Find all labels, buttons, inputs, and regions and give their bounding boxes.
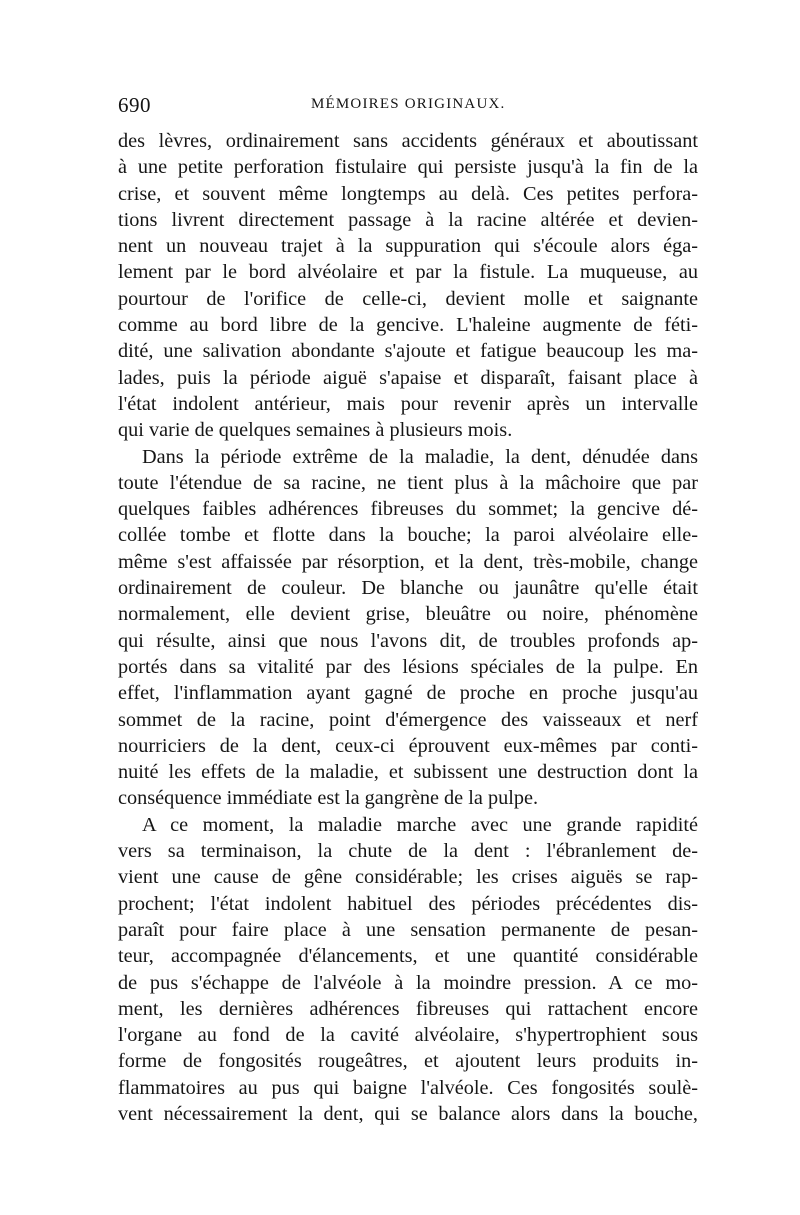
text-line: forme de fongosités rougeâtres, et ajoutent leurs produits in- (118, 1050, 698, 1073)
text-line: portés dans sa vitalité par des lésions spéciales de la pulpe. En (118, 655, 698, 678)
text-line: Dans la période extrême de la maladie, la dent, dénudée dans (142, 445, 698, 468)
text-line: effet, l'inflammation ayant gagné de proche en proche jusqu'au (118, 682, 698, 705)
page-number: 690 (118, 93, 151, 117)
text-line: qui varie de quelques semaines à plusieurs mois. (118, 419, 513, 442)
text-line: toute l'étendue de sa racine, ne tient plus à la mâchoire que par (118, 471, 698, 494)
text-line: A ce moment, la maladie marche avec une grande rapidité (142, 813, 698, 836)
text-line: collée tombe et flotte dans la bouche; la paroi alvéolaire elle- (118, 524, 698, 547)
body-text (118, 128, 698, 1127)
page-header (118, 93, 698, 123)
text-line: vers sa terminaison, la chute de la dent : l'ébranlement de- (118, 840, 698, 863)
text-line: lement par le bord alvéolaire et par la fistule. La muqueuse, au (118, 261, 698, 284)
text-line: ment, les dernières adhérences fibreuses qui rattachent encore (118, 997, 698, 1020)
text-line: paraît pour faire place à une sensation permanente de pesan- (118, 918, 698, 941)
text-line: ordinairement de couleur. De blanche ou jaunâtre qu'elle était (118, 577, 698, 600)
text-line: lades, puis la période aiguë s'apaise et disparaît, faisant place à (118, 366, 698, 389)
text-line: nourriciers de la dent, ceux-ci éprouvent eux-mêmes par conti- (118, 734, 698, 757)
text-line: pourtour de l'orifice de celle-ci, devient molle et saignante (118, 287, 698, 310)
text-line: quelques faibles adhérences fibreuses du sommet; la gencive dé- (118, 498, 698, 521)
text-line: conséquence immédiate est la gangrène de la pulpe. (118, 787, 539, 810)
text-line: teur, accompagnée d'élancements, et une quantité considérable (118, 945, 698, 968)
text-line: nent un nouveau trajet à la suppuration qui s'écoule alors éga- (118, 235, 698, 258)
text-line: à une petite perforation fistulaire qui persiste jusqu'à la fin de la (118, 156, 698, 179)
text-line: qui résulte, ainsi que nous l'avons dit, de troubles profonds ap- (118, 629, 698, 652)
text-line: flammatoires au pus qui baigne l'alvéole. Ces fongosités soulè- (118, 1076, 698, 1099)
text-line: nuité les effets de la maladie, et subissent une destruction dont la (118, 761, 698, 784)
text-line: prochent; l'état indolent habituel des périodes précédentes dis- (118, 892, 698, 915)
text-line: de pus s'échappe de l'alvéole à la moindre pression. A ce mo- (118, 971, 698, 994)
text-line: même s'est affaissée par résorption, et la dent, très-mobile, change (118, 550, 698, 573)
text-line: l'organe au fond de la cavité alvéolaire, s'hypertrophient sous (118, 1024, 698, 1047)
text-line: dité, une salivation abondante s'ajoute et fatigue beaucoup les ma- (118, 340, 698, 363)
text-line: des lèvres, ordinairement sans accidents généraux et aboutissant (118, 130, 698, 152)
text-line: l'état indolent antérieur, mais pour revenir après un intervalle (118, 392, 698, 415)
text-line: comme au bord libre de la gencive. L'haleine augmente de féti- (118, 314, 698, 337)
text-line: sommet de la racine, point d'émergence des vaisseaux et nerf (118, 708, 698, 731)
running-head: MÉMOIRES ORIGINAUX. (311, 96, 506, 112)
text-line: tions livrent directement passage à la racine altérée et devien- (118, 208, 698, 231)
text-line: vient une cause de gêne considérable; les crises aiguës se rap- (118, 866, 698, 889)
text-line: vent nécessairement la dent, qui se balance alors dans la bouche, (118, 1102, 698, 1125)
text-line: normalement, elle devient grise, bleuâtre ou noire, phénomène (118, 603, 698, 626)
text-line: crise, et souvent même longtemps au delà. Ces petites perfora- (118, 182, 698, 205)
